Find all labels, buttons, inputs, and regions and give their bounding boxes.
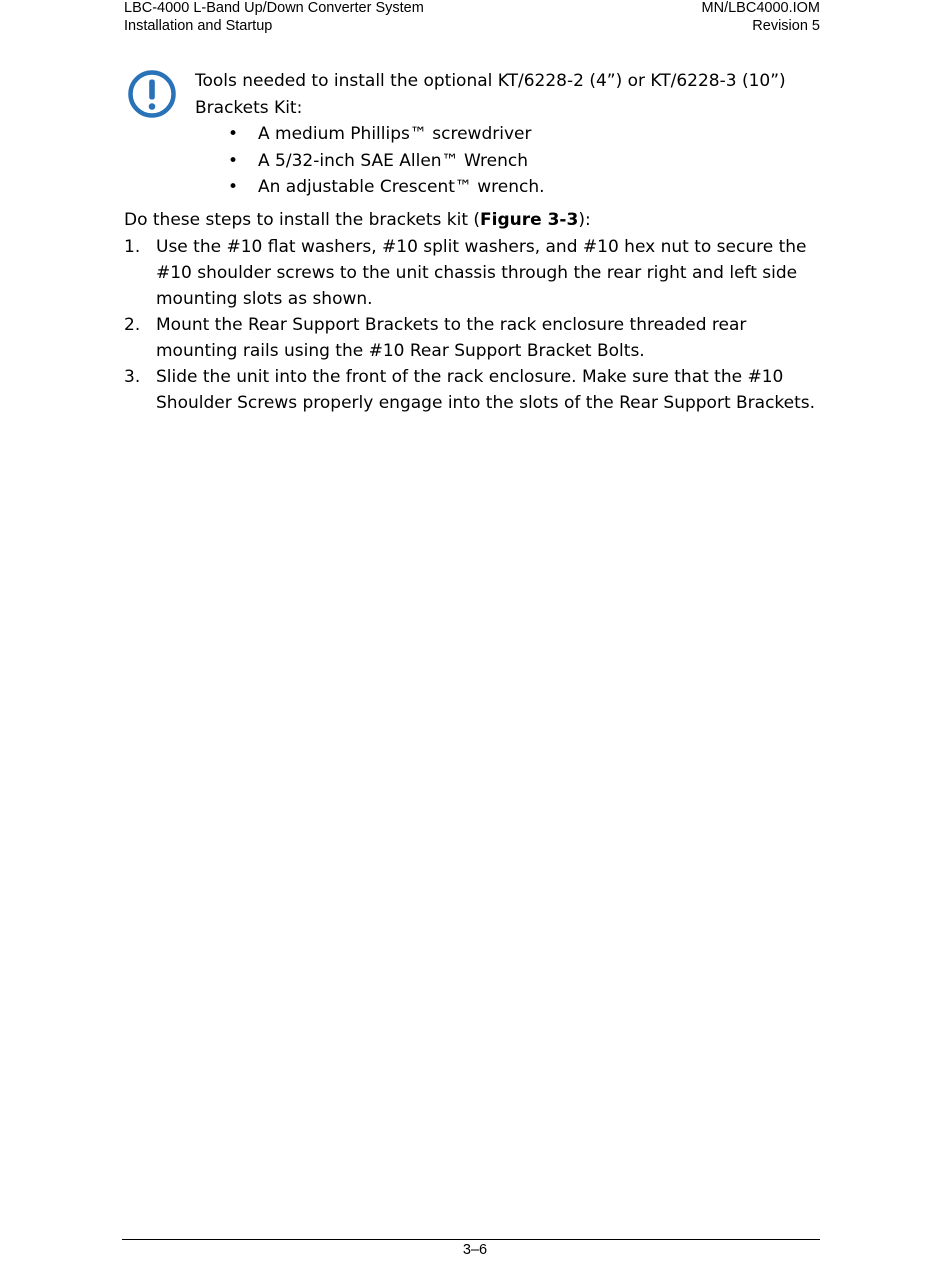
tools-list [195, 121, 835, 201]
list-item [124, 364, 824, 416]
tool-label: A 5/32-inch SAE Allen™ Wrench [258, 150, 528, 171]
procedure-section [124, 207, 824, 416]
step-number: 3. [124, 367, 141, 387]
intro-suffix: ): [578, 210, 591, 230]
list-item [195, 121, 835, 148]
step-text: Slide the unit into the front of the rack enclosure. Make sure that the #10 Shoulder Screws properly engage into the slots of the Rear Support Brackets. [156, 367, 816, 413]
footer-divider [122, 1239, 820, 1240]
tool-label: A medium Phillips™ screwdriver [258, 124, 532, 144]
bullet: • [228, 177, 239, 197]
step-text: Mount the Rear Support Brackets to the rack enclosure threaded rear mounting rails using the #10 Rear Support Bracket Bolts. [156, 315, 747, 361]
page-header-right [702, 0, 820, 35]
header-chapter-title: Installation and Startup [124, 18, 273, 34]
note-intro: Tools needed to install the optional KT/6228-2 (4”) or KT/6228-3 (10”) Brackets Kit: [195, 71, 786, 118]
header-manual-number: MN/LBC4000.IOM [701, 0, 820, 16]
steps-list [124, 234, 824, 416]
list-item [195, 174, 835, 201]
figure-reference: Figure 3-3 [480, 210, 579, 230]
intro-prefix: Do these steps to install the brackets kit ( [124, 210, 481, 230]
tool-label: An adjustable Crescent™ wrench. [258, 177, 545, 197]
list-item [195, 148, 835, 175]
important-notice-icon [126, 68, 178, 120]
header-doc-title: LBC-4000 L-Band Up/Down Converter System [124, 0, 424, 16]
step-number: 2. [124, 315, 141, 335]
page-header-left [124, 0, 424, 35]
step-number: 1. [124, 237, 141, 257]
procedure-intro [124, 207, 824, 233]
note-text [195, 68, 835, 201]
step-text: Use the #10 flat washers, #10 split washers, and #10 hex nut to secure the #10 shoulder screws to the unit chassis through the rear right and left side mounting slots as shown. [156, 237, 807, 309]
page-number: 3–6 [462, 1242, 488, 1258]
list-item [124, 312, 824, 364]
header-revision: Revision 5 [752, 18, 820, 34]
bullet: • [228, 150, 239, 171]
list-item [124, 234, 824, 312]
bullet: • [228, 124, 239, 144]
